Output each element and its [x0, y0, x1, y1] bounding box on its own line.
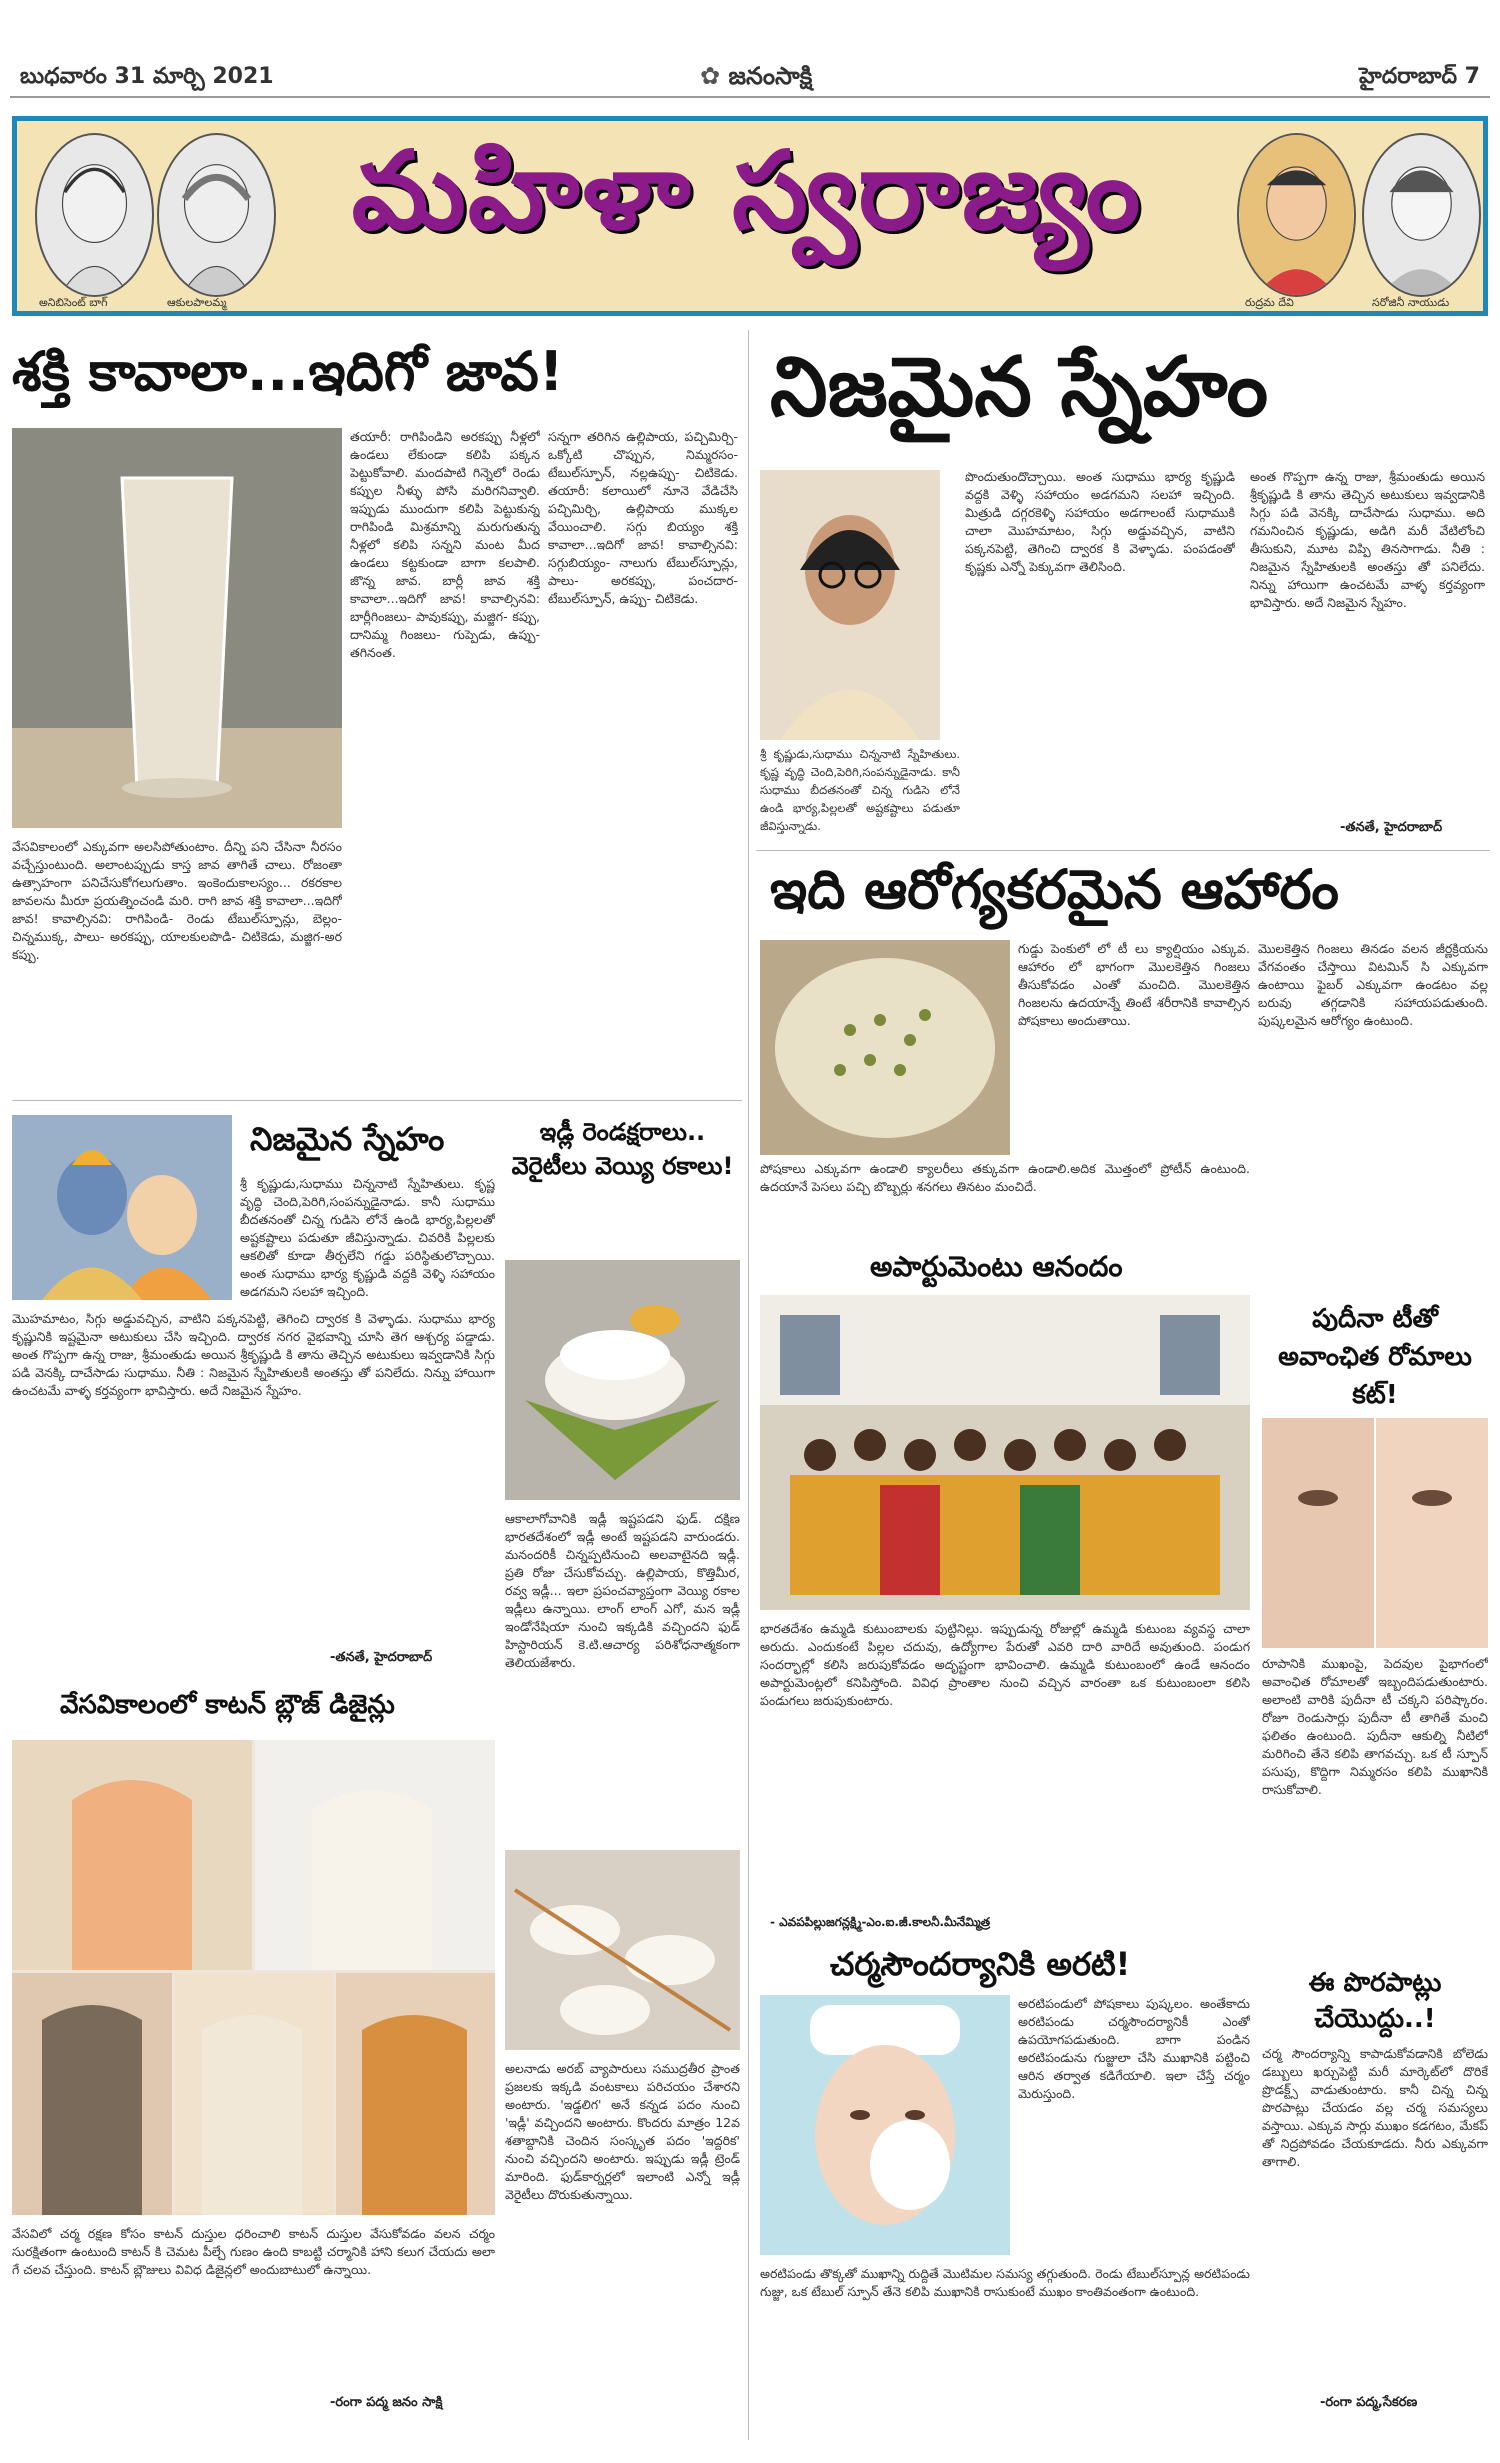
face-mask-photo [760, 1995, 1010, 2255]
article-body: ఆకాలాగోవానికి ఇడ్లీ ఇష్టపడని ఫుడ్. దక్షిణ భారతదేశంలో ఇడ్లీ అంటే ఇష్టపడని వారుండరు. మనందరికీ చిన్నప్పటినుంచి అలవాటైనది ఇడ్లీ. ప్రతి రోజు చేసుకోవచ్చు. ఉల్లిపాయ, కొత్తిమీర, రవ్వ ఇడ్లీ... ఇలా ప్రపంచవ్యాప్తంగా వెయ్యి రకాల ఇడ్లీలు ఉన్నాయి. లాంగ్ లాంగ్ ఎగో, మన ఇడ్లీ ఇండోనేషియా నుంచి ఇక్కడికి వచ్చిందని ఫుడ్ హిస్టారియన్ కె.టి.ఆచార్య పరిశోధనాత్మకంగా తెలియజేశారు. [505, 1511, 740, 1670]
portrait-caption: ఆకులపాలమ్మ [167, 296, 227, 309]
portrait-illustration [35, 133, 154, 297]
face-closeup-photo [1262, 1418, 1488, 1648]
section-divider [756, 850, 1490, 851]
article-body: అలనాడు అరబ్ వ్యాపారులు సముద్రతీర ప్రాంత ప్రజలకు ఇక్కడి వంటకాలు పరిచయం చేశారని అంటారు. 'ఇడ్డలిగ' అనే కన్నడ పదం నుంచి 'ఇడ్లీ' వచ్చిందని అంటారు. కొందరు మాత్రం 12వ శతాబ్దానికి చెందిన సంస్కృత పదం 'ఇద్దరిక' నుంచి వచ్చిందని అంటారు. ఇప్పుడు ఇడ్లీ ట్రెండ్ మారింది. ఫుడ్‌కార్నర్లలో ఇలాంటి ఎన్నో ఇడ్లీ వెరైటీలు దొరుకుతున్నాయి. [505, 2061, 740, 2202]
column-divider [748, 330, 749, 2440]
article-headline: అపార్టుమెంటు ఆనందం [870, 1250, 1123, 1283]
portrait-caption: అనిబిసెంట్ బాగ్ [39, 296, 108, 309]
article-byline: -తనతే, హైదరాబాద్ [1340, 820, 1443, 835]
article-body: సన్నగా తరిగిన ఉల్లిపాయ, పచ్చిమిర్చి- ఒక్కోటి చొప్పున, నిమ్మరసం- టేబుల్‌స్పూన్, నల్లఉప్పు- చిటికెడు. తయారీ: కలాయిలో నూనె వేడిచేసి పచ్చిమిర్చి, ఉల్లిపాయ ముక్కల వేయించాలి. సగ్గు బియ్యం శక్తి కావాలా...ఇదిగో జావ! కావాల్సినవి: సగ్గుబియ్యం- నాలుగు టేబుల్‌స్పూన్లు, పాలు- అరకప్పు, పంచదార- టేబుల్‌స్పూన్, ఉప్పు- చిటికెడు. [548, 429, 738, 606]
drink-glass-photo [12, 428, 342, 828]
article-body: మొలకెత్తిన గింజలు తినడం వలన జీర్ణక్రియను వేగవంతం చేస్తాయి విటమిన్ సి ఎక్కువగా ఉంటాయి ఫైబర్ ఎక్కువగా ఉండటం వల్ల బరువు తగ్గడానికి సహాయపడుతుంది. పుష్కలమైన ఆరోగ్యం ఉంటుంది. [1258, 941, 1488, 1028]
idli-plate-photo [505, 1850, 740, 2050]
article-headline: ఈ పొరపాట్లు చేయొద్దు..! [1308, 1968, 1442, 2034]
blouse-designs-collage [12, 1740, 495, 2215]
photo-caption: శ్రీ కృష్ణుడు,సుధాము చిన్ననాటి స్నేహితులు. కృష్ణ వృద్ధి చెంది,పెరిగి,సంపన్నుడైనాడు. కానీ సుధాము బీదతనంతో చిన్న గుడిసె లోనే ఉండి భార్య,పిల్లలతో అష్టకష్టాలు పడుతూ జీవిస్తున్నాడు. [760, 747, 960, 833]
article-body: వేసవికాలంలో ఎక్కువగా అలసిపోతుంటాం. దీన్ని పని చేసినా నీరసం వచ్చేస్తుంటుంది. అలాంటప్పుడు కాస్త జావ తాగితే చాలు. రోజంతా ఉత్సాహంగా పనిచేసుకోగలుగుతాం. ఇంకెందుకాలస్యం... రకరకాల జావలను మీరూ ప్రయత్నించండి మరి. రాగి జావ శక్తి కావాలా...ఇదిగో జావ! కావాల్సినవి: రాగిపిండి- రెండు టేబుల్‌స్పూన్లు, బెల్లం- చిన్నముక్క, పాలు- అరకప్పు, యాలకులపొడి- చిటికెడు, మజ్జిగ-అర కప్పు. [12, 839, 342, 962]
article-body: అరటిపండు తొక్కతో ముఖాన్ని రుద్దితే మొటిమల సమస్య తగ్గుతుంది. రెండు టేబుల్‌స్పూన్ల అరటిపండు గుజ్జు, ఒక టేబుల్ స్పూన్ తేనె కలిపి ముఖానికి రాసుకుంటే ముఖం కాంతివంతంగా ఉంటుంది. [760, 2266, 1250, 2299]
article-byline: -రంగా పద్మ జనం సాక్షి [330, 2395, 443, 2410]
page-city-number: హైదరాబాద్ 7 [1359, 64, 1480, 89]
portrait-illustration [1237, 133, 1356, 297]
lotus-logo-icon: ✿ [700, 62, 721, 90]
article-body: పోషకాలు ఎక్కువగా ఉండాలి క్యాలరీలు తక్కువగా ఉండాలి.అదిక మొత్తంలో ప్రోటీన్ ఉంటుంది. ఉదయానే పెసలు పచ్చి బొబ్బర్లు శనగలు తినటం మంచిదే. [760, 1161, 1250, 1194]
article-headline: ఇది ఆరోగ్యకరమైన ఆహారం [770, 858, 1339, 921]
group-photo [760, 1295, 1250, 1610]
article-body: వేసవిలో చర్మ రక్షణ కోసం కాటన్ దుస్తుల ధరించాలి కాటన్ దుస్తుల వేసుకోవడం వలన చర్మం సురక్షితంగా ఉంటుంది కాటన్ కి చెమట పీల్చే గుణం ఉంది కాబట్టి చర్మానికి హాని కలుగ చేయదు అలా గే చలవ చేస్తుంది. కాటన్ బ్లౌజులు వివిధ డిజైన్లలో అందుబాటులో ఉన్నాయి. [12, 2226, 495, 2277]
portrait-caption: రుద్రమ దేవి [1245, 296, 1294, 309]
article-body: గుడ్డు పెంకులో లో టీ లు క్యాల్షియం ఎక్కువ. ఆహారం లో భాగంగా మొలకెత్తిన గింజలు తీసుకోవడం ఎంతో మంచిది. మొలకెత్తిన గింజలను ఉదయాన్నే తింటే శరీరానికి కావాల్సిన పోషకాలు అందుతాయి. [1018, 941, 1250, 1028]
header-rule [10, 96, 1490, 98]
article-body: అరటిపండులో పోషకాలు పుష్కలం. అంతేకాదు అరటిపండు చర్మసౌందర్యానికీ ఎంతో ఉపయోగపడుతుంది. బాగా పండిన అరటిపండును గుజ్జులా చేసి ముఖానికి పట్టించి ఆరిన తర్వాత కడిగేయాలి. ఇలా చేస్తే చర్మం మెరుస్తుంది. [1018, 1996, 1250, 2101]
article-body: మొహమాటం, సిగ్గు అడ్డువచ్చిన, వాటిని పక్కనపెట్టి, తెగించి ద్వారక కి వెళ్ళాడు. సుధాము భార్య కృష్ణునికి ఇష్టమైనా అటుకులు చేసి ఇచ్చింది. ద్వారక నగర వైభవాన్ని చూసి తెగ ఆశ్చర్య పడ్డాడు. అంత గొప్పగా ఉన్న రాజు, శ్రీమంతుడు అయిన శ్రీకృష్ణుడి కి తాను తెచ్చిన అటుకులు ఇవ్వడానికి సిగ్గు పడి వెనక్కి దాచేసాడు సుధాము. నీతి : నిజమైన స్నేహితులకి అంతస్తు తో పనిలేదు. నిన్ను హాయిగా ఉంచటమే వాళ్ళ కర్తవ్యంగా భావిస్తారు. అదే నిజమైన స్నేహం. [12, 1311, 495, 1398]
article-body: చర్మ సౌందర్యాన్ని కాపాడుకోవడానికి బోలెడు డబ్బులు ఖర్చుపెట్టి మరీ మార్కెట్‌లో దొరికే ప్రొడక్ట్స్ వాడుతుంటారు. కానీ చిన్న చిన్న పొరపాట్లు చేయడం వల్ల చర్మ సమస్యలు వస్తాయి. ఎక్కువ సార్లు ముఖం కడగటం, మేకప్ తో నిద్రపోవడం చేయకూడదు. నీరు ఎక్కువగా తాగాలి. [1262, 2046, 1488, 2169]
article-body: శ్రీ కృష్ణుడు,సుధాము చిన్ననాటి స్నేహితులు. కృష్ణ వృద్ధి చెంది,పెరిగి,సంపన్నుడైనాడు. కానీ సుధాము బీదతనంతో చిన్న గుడిసె లోనే ఉండి భార్య,పిల్లలతో అష్టకష్టాలు పడుతూ జీవిస్తున్నాడు. చివరికి పిల్లలకు ఆకలితో కూడా తీర్చలేని గడ్డు పరిస్థితులొచ్చాయి. అంత సుధాము భార్య కృష్ణుడి వద్దకి వెళ్ళి సహాయం అడగమని సలహా ఇచ్చింది. [240, 1176, 495, 1299]
article-headline: నిజమైన స్నేహం [250, 1120, 445, 1158]
article-headline: పుదీనా టీతో అవాంఛిత రోమాలు కట్! [1278, 1304, 1472, 1410]
article-byline: -తనతే, హైదరాబాద్ [330, 1650, 433, 1665]
article-body: రూపానికి ముఖంపై, పెదవుల పైభాగంలో అవాంఛిత రోమాలతో ఇబ్బందిపడుతుంటారు. అలాంటి వారికి పుదీనా టీ చక్కని పరిష్కారం. రోజూ రెండుసార్లు పుదీనా టీ తాగితే మంచి ఫలితం ఉంటుంది. పుదీనా ఆకుల్ని నీటిలో మరిగించి తేనె కలిపి తాగవచ్చు. ఒక టీ స్పూన్ పసుపు, కొద్దిగా నిమ్మరసం కలిపి ముఖానికి రాసుకోవాలి. [1262, 1656, 1488, 1797]
article-byline: -రంగా పద్మ,సేకరణ [1320, 2395, 1418, 2410]
portrait-illustration [1362, 133, 1481, 297]
section-divider [12, 1100, 742, 1101]
idli-photo [505, 1260, 740, 1500]
banner-title: మహిళా స్వరాజ్యం [351, 129, 1143, 254]
article-body: తయారీ: రాగిపిండిని అరకప్పు నీళ్లలో ఉండలు లేకుండా కలిపి పక్కన పెట్టుకోవాలి. మందపాటి గిన్నెలో రెండు కప్పుల నీళ్ళు పోసి మరిగనివ్వాలి. ఇప్పుడు ముందుగా కలిపి పెట్టుకున్న రాగిపిండి మిశ్రమాన్ని మరుగుతున్న నీళ్లలో కలిపి సన్నని మంట మీద ఉండలు కట్టకుండా బాగా కలపాలి. జొన్న జావ. బార్లీ జావ శక్తి కావాలా...ఇదిగో జావ! కావాల్సినవి: బార్లీగింజలు- పావుకప్పు, మజ్జిగ- కప్పు, దానిమ్మ గింజలు- గుప్పెడు, ఉప్పు- తగినంత. [350, 429, 540, 660]
girl-portrait-photo [760, 470, 940, 740]
sprouts-photo [760, 940, 1010, 1155]
article-headline: నిజమైన స్నేహం [770, 340, 1269, 435]
article-headline: ఇడ్లీ రెండక్షరాలు.. వెరైటీలు వెయ్యి రకాలు! [511, 1118, 734, 1180]
article-body: పొందుతుందొచ్చాయి. అంత సుధాము భార్య కృష్ణుడి వద్దకి వెళ్ళి సహాయం అడగమని సలహా ఇచ్చింది. మిత్రుడి దగ్గరకెళ్ళి సహాయం అడగాలంటే సుధాముకి చాలా మొహమాటం, సిగ్గు అడ్డువచ్చిన, వాటిని పక్కనపెట్టి, తెగించి ద్వారక కి వెళ్ళాడు. పంపడంతో కృష్ణకు ఎన్నో పెక్కువగా తెలిసింది. [965, 469, 1235, 574]
article-headline: చర్మసౌందర్యానికి అరటి! [830, 1945, 1131, 1983]
page-header [10, 60, 1490, 90]
newspaper-title: జనంసాక్షి [728, 62, 813, 90]
krishna-illustration [12, 1115, 232, 1300]
portrait-caption: సరోజినీ నాయుడు [1372, 296, 1450, 309]
article-headline: శక్తి కావాలా...ఇదిగో జావ! [12, 340, 564, 403]
newspaper-name [700, 62, 812, 96]
portrait-illustration [157, 133, 276, 297]
issue-date: బుధవారం 31 మార్చి 2021 [20, 64, 274, 89]
article-byline: - ఎవపపిల్లుజగన్లక్ష్మి-ఎం.ఐ.జీ.కాలనీ.మీనేమ్మిత్ర [770, 1915, 991, 1929]
article-body: అంత గొప్పగా ఉన్న రాజు, శ్రీమంతుడు అయిన శ్రీకృష్ణుడి కి తాను తెచ్చిన అటుకులు ఇవ్వడానికి సిగ్గు పడి వెనక్కి దాచేసాడు సుధాము. అది గమనించిన కృష్ణుడు, అడిగి మరీ వేటిలోంచి తీసుకుని, మూట విప్పి తినసాగాడు. నీతి : నిజమైన స్నేహితులకి అంతస్తు తో పనిలేదు. నిన్ను హాయిగా ఉంచటమే వాళ్ళ కర్తవ్యంగా భావిస్తారు. అదే నిజమైన స్నేహం. [1250, 469, 1485, 610]
section-banner [12, 116, 1488, 316]
article-body: భారతదేశం ఉమ్మడి కుటుంబాలకు పుట్టినిల్లు. ఇప్పుడున్న రోజుల్లో ఉమ్మడి కుటుంబ వ్యవస్థ చాలా అరుదు. ఎందుకంటే పిల్లల చదువు, ఉద్యోగాల పేరుతో ఎవరి దారి వారిదే అవుతుంది. పండుగ సందర్భాల్లో కలిసి జరుపుకోవడం అదృష్టంగా భావించాలి. ఉమ్మడి కుటుంబంలో ఉండే ఆనందం అపార్టుమెంట్లలో కనిపిస్తోంది. వివిధ ప్రాంతాల నుంచి వచ్చిన వారంతా ఒక కుటుంబంలా కలిసి పండుగలు జరుపుకుంటారు. [760, 1621, 1250, 1708]
article-headline: వేసవికాలంలో కాటన్ బ్లౌజ్ డిజైన్లు [60, 1690, 395, 1720]
